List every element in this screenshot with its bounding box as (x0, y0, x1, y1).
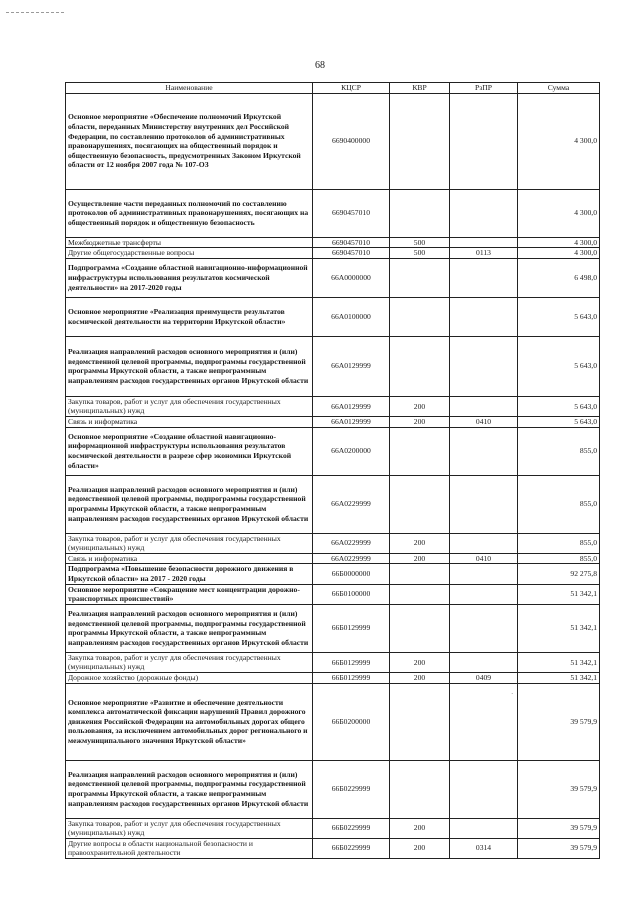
row-name: Основное мероприятие «Создание областной навигационно-информационной инфраструктуры использования результатов космической деятельности в разрезе сфер экономики Иркутской области» (66, 427, 313, 475)
row-kcsr: 66Б0229999 (313, 818, 390, 838)
table-row (66, 396, 600, 416)
row-kvr: 200 (390, 818, 450, 838)
row-rzpr: 0314 (450, 838, 518, 858)
row-kcsr: 6690457010 (313, 189, 390, 237)
row-kvr (390, 564, 450, 584)
row-kvr: 200 (390, 396, 450, 416)
row-sum: 51 342,1 (518, 652, 600, 672)
row-kcsr: 66А0229999 (313, 553, 390, 564)
row-rzpr (450, 818, 518, 838)
row-kcsr: 66Б0129999 (313, 604, 390, 652)
row-sum: 5 643,0 (518, 297, 600, 336)
row-sum: 5 643,0 (518, 396, 600, 416)
row-name: Основное мероприятие «Реализация преимуществ результатов космической деятельности на территории Иркутской области» (66, 297, 313, 336)
row-sum: 39 579,9 (518, 683, 600, 760)
row-kcsr: 66А0129999 (313, 336, 390, 396)
page-number: 68 (315, 60, 325, 71)
row-name: Подпрограмма «Создание областной навигационно-информационной инфраструктуры использования результатов космической деятельности» на 2017-2020 годы (66, 258, 313, 297)
header-name: Наименование (66, 83, 313, 94)
row-kvr: 200 (390, 533, 450, 553)
row-kcsr: 6690457010 (313, 237, 390, 248)
table-row (66, 248, 600, 259)
row-name: Основное мероприятие «Сокращение мест концентрации дорожно-транспортных происшествий» (66, 584, 313, 604)
row-kvr (390, 604, 450, 652)
row-name: Основное мероприятие «Обеспечение полномочий Иркутской области, переданных Министерству внутренних дел Российской Федерации, по составлению протоколов об административных правонарушениях, посягающих на общественный порядок и общественную безопасность, предусмотренных Законом Иркутской области от 12 ноября 2007 года № 107-ОЗ (66, 93, 313, 189)
row-rzpr (450, 533, 518, 553)
row-kcsr: 66Б0229999 (313, 760, 390, 818)
row-rzpr (450, 93, 518, 189)
row-name: Другие вопросы в области национальной безопасности и правоохранительной деятельности (66, 838, 313, 858)
row-sum: 4 300,0 (518, 189, 600, 237)
row-kcsr: 66А0129999 (313, 416, 390, 427)
row-kcsr: 66Б0000000 (313, 564, 390, 584)
row-kcsr: 66Б0129999 (313, 652, 390, 672)
table-row (66, 427, 600, 475)
row-sum: 855,0 (518, 533, 600, 553)
row-sum: 4 300,0 (518, 93, 600, 189)
header-sum: Сумма (518, 83, 600, 94)
row-sum: 4 300,0 (518, 237, 600, 248)
row-rzpr: 0410 (450, 416, 518, 427)
row-name: Осуществление части переданных полномочий по составлению протоколов об административных правонарушениях, посягающих на общественный порядок и общественную безопасность (66, 189, 313, 237)
row-rzpr (450, 297, 518, 336)
table-row (66, 652, 600, 672)
row-name: Закупка товаров, работ и услуг для обеспечения государственных (муниципальных) нужд (66, 818, 313, 838)
row-name: Связь и информатика (66, 553, 313, 564)
scan-speck: · (511, 690, 514, 698)
table-row (66, 760, 600, 818)
row-rzpr: 0410 (450, 553, 518, 564)
row-kvr (390, 760, 450, 818)
scan-edge-mark (6, 12, 64, 13)
row-rzpr (450, 584, 518, 604)
row-kvr (390, 336, 450, 396)
table-row (66, 604, 600, 652)
row-rzpr (450, 475, 518, 533)
row-kvr (390, 427, 450, 475)
table-row (66, 93, 600, 189)
row-sum: 39 579,9 (518, 818, 600, 838)
row-name: Основное мероприятие «Развитие и обеспечение деятельности комплекса автоматической фиксации нарушений Правил дорожного движения Российской Федерации на автомобильных дорогах общего пользования, за исключением автомобильных дорог регионального и межмуниципального значения Иркутской области» (66, 683, 313, 760)
table-header-row (66, 83, 600, 94)
row-rzpr: 0409 (450, 672, 518, 683)
row-kcsr: 66А0229999 (313, 533, 390, 553)
row-kcsr: 6690457010 (313, 248, 390, 259)
row-sum: 855,0 (518, 427, 600, 475)
row-sum: 855,0 (518, 553, 600, 564)
row-name: Закупка товаров, работ и услуг для обеспечения государственных (муниципальных) нужд (66, 533, 313, 553)
row-name: Межбюджетные трансферты (66, 237, 313, 248)
row-name: Закупка товаров, работ и услуг для обеспечения государственных (муниципальных) нужд (66, 652, 313, 672)
row-rzpr (450, 760, 518, 818)
row-kcsr: 66Б0100000 (313, 584, 390, 604)
row-rzpr (450, 564, 518, 584)
header-kcsr: КЦСР (313, 83, 390, 94)
row-rzpr: 0113 (450, 248, 518, 259)
row-rzpr (450, 396, 518, 416)
row-sum: 4 300,0 (518, 248, 600, 259)
row-kvr: 500 (390, 237, 450, 248)
row-kcsr: 66Б0129999 (313, 672, 390, 683)
table-row (66, 189, 600, 237)
row-sum: 5 643,0 (518, 336, 600, 396)
table-row (66, 533, 600, 553)
row-name: Подпрограмма «Повышение безопасности дорожного движения в Иркутской области» на 2017 - 2020 годы (66, 564, 313, 584)
row-name: Другие общегосударственные вопросы (66, 248, 313, 259)
row-sum: 51 342,1 (518, 604, 600, 652)
row-rzpr (450, 427, 518, 475)
row-sum: 6 498,0 (518, 258, 600, 297)
row-kcsr: 66А0000000 (313, 258, 390, 297)
row-sum: 51 342,1 (518, 672, 600, 683)
row-kcsr: 66А0200000 (313, 427, 390, 475)
row-rzpr (450, 336, 518, 396)
row-kvr (390, 258, 450, 297)
row-kcsr: 66А0100000 (313, 297, 390, 336)
row-kvr: 500 (390, 248, 450, 259)
row-name: Закупка товаров, работ и услуг для обеспечения государственных (муниципальных) нужд (66, 396, 313, 416)
row-sum: 39 579,9 (518, 760, 600, 818)
row-name: Реализация направлений расходов основного мероприятия и (или) ведомственной целевой программы, подпрограммы государственной программы Иркутской области, а также непрограммным направлениям расходов государственных органов Иркутской области (66, 336, 313, 396)
table-row (66, 416, 600, 427)
row-kvr (390, 584, 450, 604)
table-row (66, 475, 600, 533)
row-kvr (390, 189, 450, 237)
row-rzpr (450, 258, 518, 297)
row-sum: 855,0 (518, 475, 600, 533)
row-rzpr (450, 652, 518, 672)
row-kvr (390, 93, 450, 189)
row-kcsr: 66А0129999 (313, 396, 390, 416)
row-sum: 92 275,8 (518, 564, 600, 584)
table-row (66, 564, 600, 584)
row-rzpr (450, 683, 518, 760)
table-row (66, 818, 600, 838)
row-kvr (390, 297, 450, 336)
table-row (66, 838, 600, 858)
row-name: Реализация направлений расходов основного мероприятия и (или) ведомственной целевой программы, подпрограммы государственной программы Иркутской области, а также непрограммным направлениям расходов государственных органов Иркутской области (66, 475, 313, 533)
row-sum: 39 579,9 (518, 838, 600, 858)
table-row (66, 553, 600, 564)
header-rzpr: РзПР (450, 83, 518, 94)
row-kvr: 200 (390, 553, 450, 564)
table-row (66, 683, 600, 760)
row-kvr: 200 (390, 838, 450, 858)
row-sum: 5 643,0 (518, 416, 600, 427)
row-kvr: 200 (390, 652, 450, 672)
budget-table (65, 82, 600, 859)
row-kvr (390, 475, 450, 533)
row-sum: 51 342,1 (518, 584, 600, 604)
table-row (66, 297, 600, 336)
row-kvr: 200 (390, 672, 450, 683)
row-rzpr (450, 237, 518, 248)
row-rzpr (450, 189, 518, 237)
row-name: Реализация направлений расходов основного мероприятия и (или) ведомственной целевой программы, подпрограммы государственной программы Иркутской области, а также непрограммным направлениям расходов государственных органов Иркутской области (66, 760, 313, 818)
table-row (66, 336, 600, 396)
row-kcsr: 66Б0229999 (313, 838, 390, 858)
row-kcsr: 66А0229999 (313, 475, 390, 533)
row-kvr: 200 (390, 416, 450, 427)
row-name: Связь и информатика (66, 416, 313, 427)
table-row (66, 258, 600, 297)
table-row (66, 672, 600, 683)
table-row (66, 237, 600, 248)
row-name: Реализация направлений расходов основного мероприятия и (или) ведомственной целевой программы, подпрограммы государственной программы Иркутской области, а также непрограммным направлениям расходов государственных органов Иркутской области (66, 604, 313, 652)
row-kvr (390, 683, 450, 760)
row-rzpr (450, 604, 518, 652)
row-name: Дорожное хозяйство (дорожные фонды) (66, 672, 313, 683)
row-kcsr: 66Б0200000 (313, 683, 390, 760)
header-kvr: КВР (390, 83, 450, 94)
table-row (66, 584, 600, 604)
row-kcsr: 6690400000 (313, 93, 390, 189)
